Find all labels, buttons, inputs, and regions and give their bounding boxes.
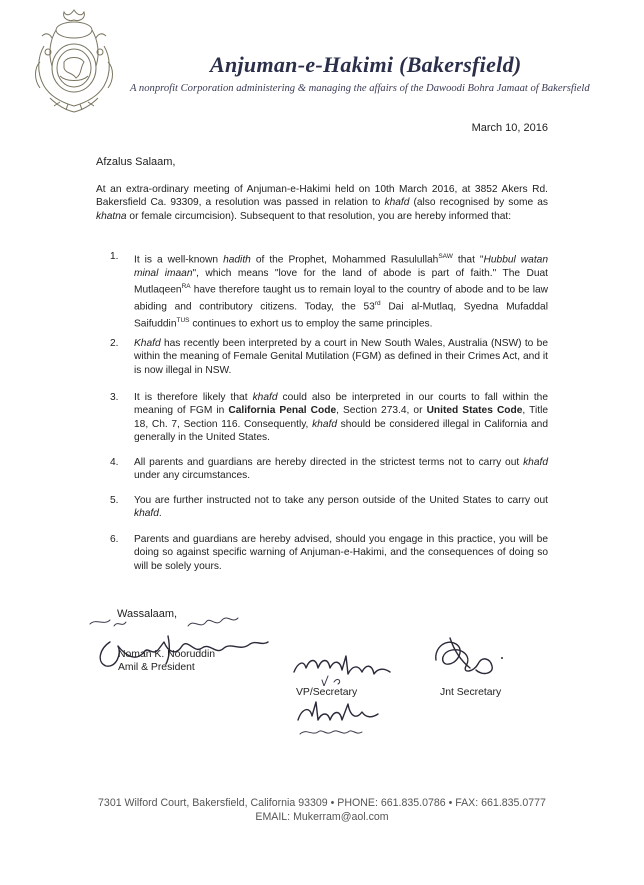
list-item-2: 2. Khafd has recently been interpreted by a court in New South Wales, Australia (NSW) to be within the meaning of Female Genital Mutilation (FGM) as defined in their Crimes Act, and it is now illegal in NSW.: [110, 338, 548, 376]
vp-secretary-label: VP/Secretary: [296, 687, 358, 698]
organization-subtitle: A nonprofit Corporation administering & managing the affairs of the Dawoodi Bohra Jamaat of Bakersfield: [130, 83, 590, 94]
signatory-block: [118, 649, 215, 674]
letter-date: March 10, 2016: [471, 122, 548, 134]
crest-logo-icon: [30, 6, 118, 116]
footer-address: 7301 Wilford Court, Bakersfield, California 93309 • PHONE: 661.835.0786 • FAX: 661.835.0777: [98, 797, 546, 809]
intro-paragraph: At an extra-ordinary meeting of Anjuman-e-Hakimi held on 10th March 2016, at 3852 Akers Rd. Bakersfield Ca. 93309, a resolution was passed in relation to khafd (also recognised by some as khatna or female circumcision). Subsequent to that resolution, you are hereby informed that:: [96, 184, 548, 222]
list-item-4: 4. All parents and guardians are hereby directed in the strictest terms not to carry out khafd under any circumstances.: [110, 457, 548, 482]
salutation: Afzalus Salaam,: [96, 156, 176, 168]
list-item-1: 1. It is a well-known hadith of the Prophet, Mohammed Rasulullah$^{SAW}$ that "Hubbul watan minal imaan", which means "love for the land of abode is part of faith." The Duat Mutlaqeen$^{RA}$ have therefore taught us to remain loyal to the country of abode and to be law abiding and contributory citizens. Today, the 53rd Dai al-Mutlaq, Syedna Mufaddal Saifuddin$^{TUS}$ continues to exhort us to employ the same principles.: [110, 251, 548, 330]
footer-email[interactable]: EMAIL: Mukerram@aol.com: [255, 811, 389, 823]
signatory-name: Noman K. Nooruddin: [118, 649, 216, 660]
organization-name: Anjuman-e-Hakimi (Bakersfield): [210, 52, 522, 77]
jnt-secretary-signature-icon: [426, 630, 506, 682]
list-item-3: 3. It is therefore likely that khafd could also be interpreted in our courts to fall within the meaning of FGM in California Penal Code, Section 273.4, or United States Code, Title 18, Ch. 7, Section 116. Consequently, khafd should be considered illegal in California and generally in the United States.: [110, 392, 548, 444]
list-item-6: 6. Parents and guardians are hereby advised, should you engage in this practice, you will be doing so against specific warning of Anjuman-e-Hakimi, and the consequences of doing so will be solely yours.: [110, 534, 548, 572]
secretary-signature-icon: [292, 696, 382, 744]
closing: Wassalaam,: [117, 608, 178, 620]
list-item-5: 5. You are further instructed not to take any person outside of the United States to carry out khafd.: [110, 495, 548, 520]
signatory-title: Amil & President: [118, 661, 195, 673]
vp-signature-icon: [288, 646, 398, 686]
jnt-secretary-label: Jnt Secretary: [440, 687, 502, 698]
